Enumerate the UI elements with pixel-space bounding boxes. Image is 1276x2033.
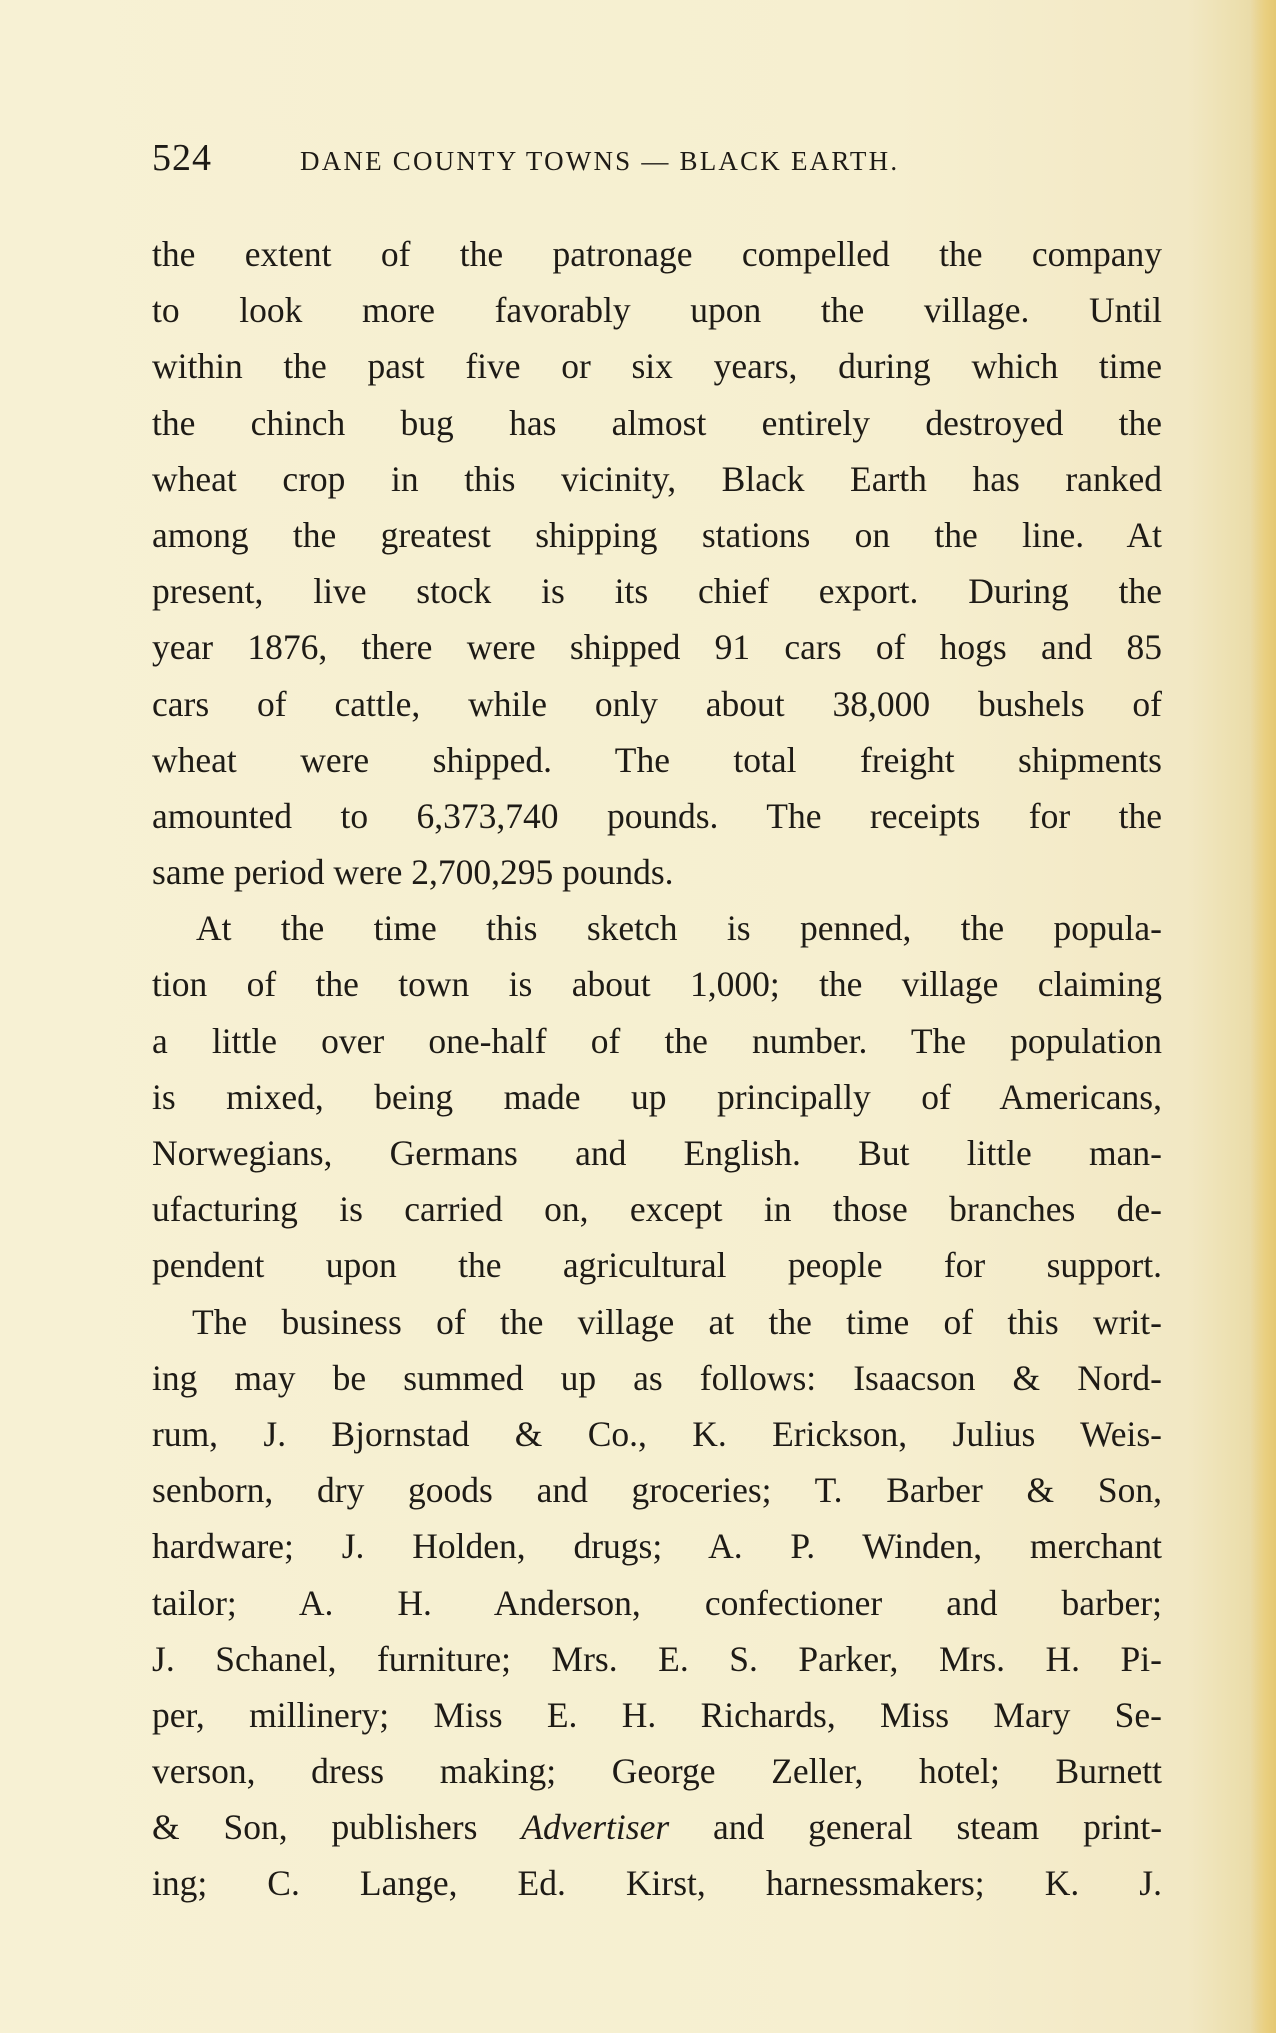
text-segment: & Son, publishers (152, 1807, 478, 1848)
newspaper-title: Advertiser (521, 1807, 670, 1848)
text-line: tailor; A. H. Anderson, confectioner and barber; (152, 1582, 1162, 1623)
text-line: year 1876, there were shipped 91 cars of hogs and 85 (152, 627, 1162, 668)
text-line: verson, dress making; George Zeller, hotel; Burnett (152, 1751, 1162, 1792)
text-line: to look more favorably upon the village. Until (152, 290, 1162, 331)
text-line: wheat crop in this vicinity, Black Earth has ranked (152, 458, 1162, 499)
text-line: ing may be summed up as follows: Isaacson & Nord- (152, 1357, 1162, 1398)
text-line: Norwegians, Germans and English. But little man- (152, 1133, 1162, 1173)
text-line: ing; C. Lange, Ed. Kirst, harnessmakers; K. J. (152, 1863, 1162, 1904)
text-line: cars of cattle, while only about 38,000 bushels of (152, 683, 1162, 724)
text-line: The business of the village at the time of this writ- (192, 1301, 1162, 1342)
text-line: is mixed, being made up principally of Americans, (152, 1076, 1162, 1117)
text-line: the extent of the patronage compelled the company (152, 234, 1162, 274)
running-head: DANE COUNTY TOWNS — BLACK EARTH. (300, 146, 900, 176)
text-line: per, millinery; Miss E. H. Richards, Miss Mary Se- (152, 1694, 1162, 1735)
page-header (152, 136, 1162, 186)
page-number: 524 (152, 137, 212, 179)
text-line: a little over one-half of the number. The population (152, 1020, 1162, 1061)
text-segment: and general steam print- (713, 1807, 1163, 1848)
text-line: same period were 2,700,295 pounds. (152, 852, 674, 893)
text-line: among the greatest shipping stations on the line. At (152, 514, 1162, 555)
text-line-with-title (152, 1799, 1162, 1855)
text-line: senborn, dry goods and groceries; T. Barber & Son, (152, 1470, 1162, 1511)
page-edge-shading (1250, 0, 1276, 2033)
text-line: present, live stock is its chief export. During the (152, 571, 1162, 612)
text-line: tion of the town is about 1,000; the village claiming (152, 964, 1162, 1005)
text-line: wheat were shipped. The total freight shipments (152, 739, 1162, 780)
text-line: amounted to 6,373,740 pounds. The receipts for the (152, 795, 1162, 836)
text-line: the chinch bug has almost entirely destroyed the (152, 402, 1162, 443)
text-line: rum, J. Bjornstad & Co., K. Erickson, Julius Weis- (152, 1413, 1162, 1454)
text-line: At the time this sketch is penned, the popula- (196, 908, 1162, 949)
text-line: J. Schanel, furniture; Mrs. E. S. Parker, Mrs. H. Pi- (152, 1638, 1162, 1679)
text-line: hardware; J. Holden, drugs; A. P. Winden, merchant (152, 1526, 1162, 1567)
text-line: within the past five or six years, during which time (152, 346, 1162, 387)
text-line: ufacturing is carried on, except in those branches de- (152, 1189, 1162, 1230)
body-text (152, 226, 1162, 1912)
text-line: pendent upon the agricultural people for support. (152, 1245, 1162, 1286)
